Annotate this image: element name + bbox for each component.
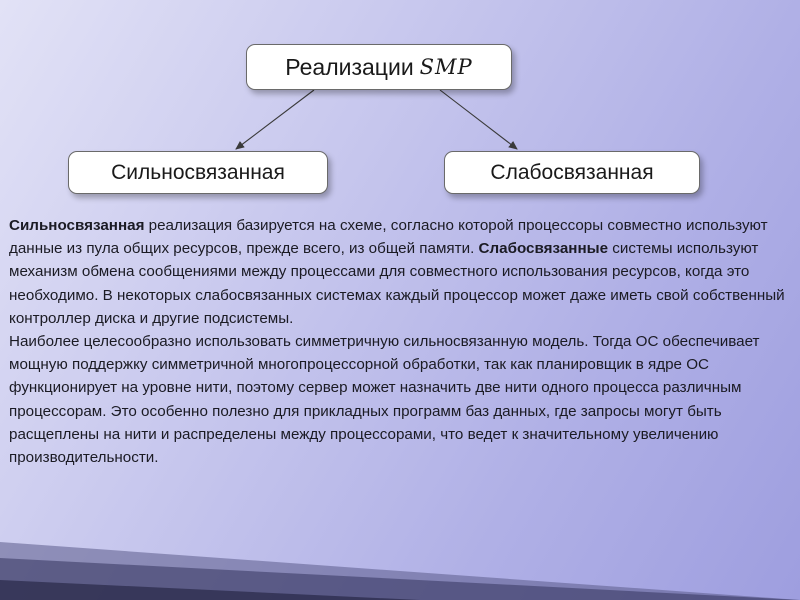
term-strongly-coupled: Сильносвязанная [9,217,145,234]
root-node-label: Реализации [285,53,414,80]
body-text [9,214,797,469]
paragraph-1 [9,214,797,330]
paragraph-2: Наиболее целесообразно использовать симметричную сильносвязанную модель. Тогда ОС обеспечивает мощную поддержку симметричной многопроцессорной обработки, так как планировщик в ядре ОС функционирует на уровне нити, поэтому сервер может назначить две нити одного процесса различным процессорам. Это особенно полезно для прикладных программ баз данных, где запросы могут быть расщеплены на нити и распределены между процессорами, что ведет к значительному увеличению производительности. [9,333,760,467]
term-loosely-coupled: Слабосвязанные [478,240,609,258]
child-node-label: Слабосвязанная [490,160,654,184]
bottom-ribbon-decoration [0,540,800,600]
child-node-loosely-coupled [444,151,700,194]
child-node-strongly-coupled [68,151,328,194]
paragraph-1-text-b: системы используют механизм обмена сообщениями между процессами для совместного использования ресурсов, когда это необходимо. В некоторых слабосвязанных системах каждый процессор может даже иметь свой собственный контроллер диска и другие подсистемы. [9,240,785,327]
root-node [246,44,512,90]
root-node-label-suffix: SMP [419,55,473,79]
child-node-label: Сильносвязанная [111,160,285,184]
paragraph-1-text-a: реализация базируется на схеме, согласно которой процессоры совместно используют данные из пула общих ресурсов, прежде всего, из общей памяти. [9,217,768,258]
